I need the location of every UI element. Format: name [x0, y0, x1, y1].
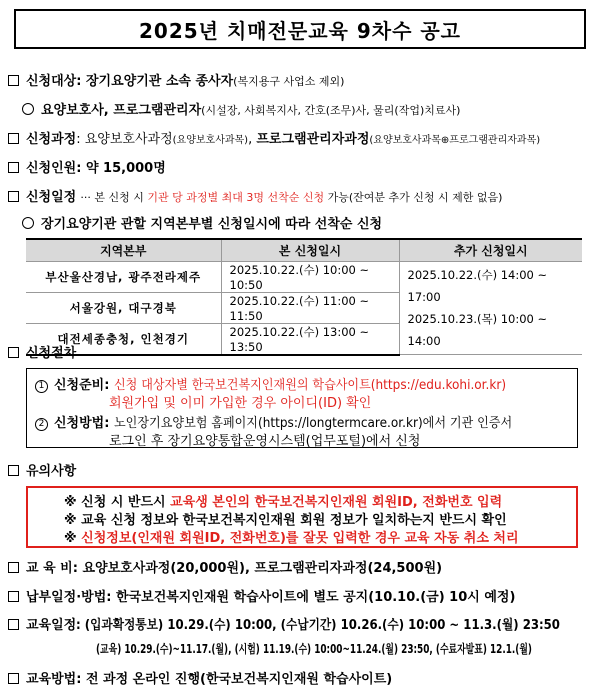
schedule-sub: 장기요양기관 관할 지역본부별 신청일시에 따라 선착순 신청 [41, 217, 383, 232]
step1-line [35, 374, 536, 393]
region-cell: 대전세종충청, 인천경기 [26, 323, 221, 355]
step1-number: 1 [35, 380, 48, 393]
step1-text2: 회원가입 및 이미 가입한 경우 아이디(ID) 확인 [109, 396, 372, 411]
note-3 [64, 527, 519, 546]
schedule-highlight: 기관 당 과정별 최대 3명 선착순 신청 [147, 191, 325, 204]
target-label: 신청대상 [26, 74, 77, 89]
circle-bullet-icon [22, 103, 34, 115]
target-sub-line [8, 99, 460, 118]
procedure-label: 신청절차 [26, 346, 77, 361]
method-line [8, 668, 392, 687]
page-title [14, 9, 586, 49]
table-header: 본 신청일시 [221, 239, 399, 261]
region-cell: 서울강원, 대구경북 [26, 292, 221, 323]
note1-b: 교육생 본인의 한국보건복지인재원 회원ID, 전화번호 입력 [170, 495, 503, 510]
target-sub-note: (시설장, 사회복지사, 간호(조무)사, 물리(작업)치료사) [201, 104, 461, 117]
checkbox-icon [8, 347, 19, 358]
step2-line [35, 412, 542, 431]
main-time-cell: 2025.10.22.(수) 13:00 ~ 13:50 [221, 323, 399, 355]
checkbox-icon [8, 562, 19, 573]
schedule-table [26, 238, 582, 356]
checkbox-icon [8, 133, 19, 144]
step2-text2: 로그인 후 장기요양통합운영시스템(업무포털)에서 신청 [109, 434, 421, 449]
notes-line [8, 460, 76, 479]
fee-value: : 요양보호사과정(20,000원), 프로그램관리자과정(24,500원) [72, 561, 443, 576]
schedule-dots: ··· [80, 191, 91, 204]
table-header: 추가 신청일시 [399, 239, 582, 261]
checkbox-icon [8, 75, 19, 86]
circle-bullet-icon [22, 217, 34, 229]
checkbox-icon [8, 191, 19, 202]
target-note: (복지용구 사업소 제외) [233, 75, 345, 88]
method-value: : 전 과정 온라인 진행(한국보건복지인재원 학습사이트) [76, 672, 393, 687]
notes-box [26, 486, 578, 548]
checkbox-icon [8, 619, 19, 630]
course1-note: (요양보호사과목) [172, 135, 249, 146]
target-line [8, 70, 344, 89]
edu-schedule-line2-row [96, 640, 600, 657]
checkbox-icon [8, 162, 19, 173]
edu-schedule-line2: (교육) 10.29.(수)~11.17.(월), (시험) 11.19.(수) 10:00~11.24.(월) 23:50, (수료자발표) 12.1.(월) [96, 642, 532, 656]
course-prefix: : [76, 132, 85, 147]
note2-text: 교육 신청 정보와 한국보건복지인재원 회원 정보가 일치하는지 반드시 확인 [81, 513, 507, 528]
step2-label: 신청방법: [54, 416, 114, 431]
payment-line [8, 586, 515, 605]
region-cell: 부산울산경남, 광주전라제주 [26, 261, 221, 292]
extra-time-2: 2025.10.23.(목) 10:00 ~ 14:00 [407, 311, 548, 348]
schedule-tail: 가능 [324, 191, 349, 204]
method-label: 교육방법 [26, 672, 77, 687]
note3-text: 신청정보(인재원 회원ID, 전화번호)를 잘못 입력한 경우 교육 자동 취소 처리 [81, 531, 519, 546]
count-line [8, 157, 166, 176]
step2-text: 노인장기요양보험 홈페이지(https://longtermcare.or.kr)에서 기관 인증서 [113, 416, 513, 431]
payment-value: : 한국보건복지인재원 학습사이트에 별도 공지(10.10.(금) 10시 예정) [106, 590, 516, 605]
note-mark: ※ [64, 531, 77, 546]
course1: 요양보호사과정 [84, 132, 173, 147]
course-comma: , [248, 132, 257, 147]
count-value: : 약 15,000명 [76, 161, 166, 176]
procedure-box [26, 368, 578, 448]
step1-text: 신청 대상자별 한국보건복지인재원의 학습사이트(https://edu.kohi.or.kr) [113, 378, 507, 393]
edu-schedule-line1: : (입과확정통보) 10.29.(수) 10:00, (수납기간) 10.26.(수) 10:00 ~ 11.3.(월) 23:50 [76, 618, 561, 633]
course-label: 신청과정 [26, 132, 77, 147]
schedule-lead: 본 신청 시 [90, 191, 148, 204]
course2-note: (요양보호사과목⊕프로그램관리자과목) [369, 135, 541, 146]
target-sub-label: 요양보호사, 프로그램관리자 [41, 103, 202, 118]
checkbox-icon [8, 465, 19, 476]
schedule-label: 신청일정 [26, 190, 77, 205]
note-mark: ※ [64, 513, 77, 528]
checkbox-icon [8, 673, 19, 684]
note-1 [64, 491, 502, 510]
fee-label: 교 육 비 [26, 561, 73, 576]
extra-time-1: 2025.10.22.(수) 14:00 ~ 17:00 [407, 267, 548, 304]
step2-number: 2 [35, 418, 48, 431]
schedule-note: (잔여분 추가 신청 시 제한 없음) [348, 191, 503, 204]
step1-label: 신청준비: [54, 378, 114, 393]
edu-schedule-label: 교육일정 [26, 618, 77, 633]
checkbox-icon [8, 591, 19, 602]
note-2 [64, 509, 507, 528]
procedure-line [8, 342, 76, 361]
course2: 프로그램관리자과정 [256, 132, 370, 147]
schedule-sub-line [8, 213, 382, 232]
course-line [8, 128, 540, 147]
extra-time-cell [399, 261, 582, 355]
schedule-line [8, 186, 502, 205]
payment-label: 납부일정·방법 [26, 590, 107, 605]
target-value: : 장기요양기관 소속 종사자 [76, 74, 234, 89]
edu-schedule-line [8, 614, 600, 633]
note1-a: 신청 시 반드시 [81, 495, 171, 510]
count-label: 신청인원 [26, 161, 77, 176]
table-header-row [26, 239, 582, 261]
title-text: 2025년 치매전문교육 9차수 공고 [139, 18, 461, 43]
main-time-cell: 2025.10.22.(수) 10:00 ~ 10:50 [221, 261, 399, 292]
table-header: 지역본부 [26, 239, 221, 261]
note-mark: ※ [64, 495, 77, 510]
table-row [26, 261, 582, 292]
notes-label: 유의사항 [26, 464, 77, 479]
main-time-cell: 2025.10.22.(수) 11:00 ~ 11:50 [221, 292, 399, 323]
fee-line [8, 557, 442, 576]
